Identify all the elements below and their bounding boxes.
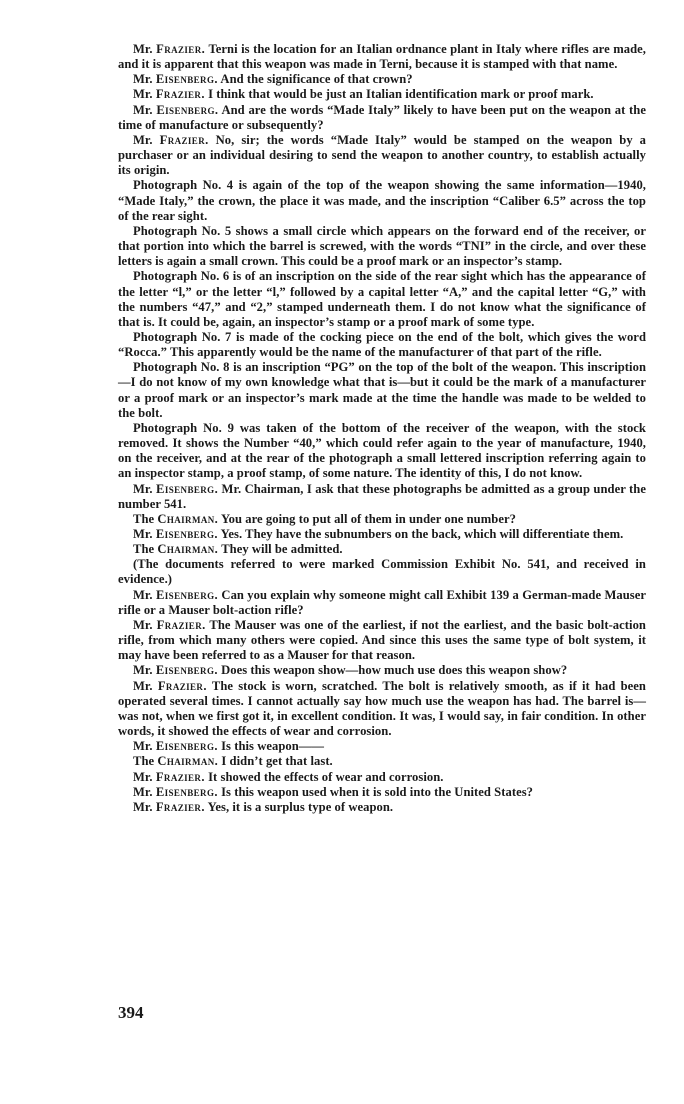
paragraph-text: You are going to put all of them in under one number?: [220, 511, 516, 526]
paragraph-text: It showed the effects of wear and corrosion.: [208, 769, 444, 784]
paragraph-text: Is this weapon used when it is sold into the United States?: [221, 784, 534, 799]
paragraph-text: Photograph No. 7 is made of the cocking piece on the end of the bolt, which gives the word “Rocca.” This apparently would be the name of the manufacturer of that part of the rifle.: [118, 329, 646, 360]
speaker-title: Mr.: [133, 769, 153, 784]
paragraph-text: And are the words “Made Italy” likely to have been put on the weapon at the time of manufacture or subsequently?: [118, 102, 646, 132]
testimony-paragraph: [118, 739, 646, 754]
speaker-name: Frazier.: [155, 799, 205, 814]
testimony-paragraph: [118, 482, 646, 512]
testimony-paragraph: [118, 72, 646, 87]
speaker-name: Frazier.: [159, 132, 209, 147]
narrative-paragraph: [118, 421, 646, 482]
speaker-title: Mr.: [133, 587, 153, 602]
speaker-name: Eisenberg.: [156, 102, 219, 117]
paragraph-text: No, sir; the words “Made Italy” would be stamped on the weapon by a purchaser or an individual desiring to send the weapon to another country, to establish actually its origin.: [118, 132, 646, 178]
transcript-body: [118, 42, 646, 815]
speaker-title: Mr.: [133, 617, 153, 632]
paragraph-text: I didn’t get that last.: [221, 754, 333, 769]
speaker-title: The: [133, 754, 155, 769]
paragraph-text: (The documents referred to were marked Commission Exhibit No. 541, and received in evidence.): [118, 557, 646, 587]
paragraph-text: Terni is the location for an Italian ordnance plant in Italy where rifles are made, and it is apparent that this weapon was made in Terni, because it is stamped with that name.: [118, 42, 646, 72]
paragraph-text: And the significance of that crown?: [220, 72, 413, 87]
speaker-name: Eisenberg.: [155, 663, 218, 678]
speaker-title: The: [133, 511, 155, 526]
testimony-paragraph: [118, 800, 646, 815]
speaker-title: Mr.: [133, 799, 153, 814]
speaker-title: Mr.: [133, 87, 153, 102]
paragraph-text: Yes. They have the subnumbers on the back, which will differentiate them.: [220, 527, 624, 541]
paragraph-text: The Mauser was one of the earliest, if not the earliest, and the basic bolt-action rifle, from which many others were copied. And since this uses the same type of bolt system, it may have been referred to as a Mauser for that reason.: [118, 617, 646, 663]
speaker-title: Mr.: [133, 72, 153, 87]
testimony-paragraph: [118, 770, 646, 785]
speaker-title: Mr.: [133, 132, 153, 147]
paragraph-text: I think that would be just an Italian identification mark or proof mark.: [208, 87, 594, 102]
speaker-title: Mr.: [133, 527, 153, 541]
paragraph-text: Is this weapon——: [221, 739, 325, 754]
speaker-title: Mr.: [133, 678, 153, 693]
speaker-title: Mr.: [133, 102, 153, 117]
speaker-name: Chairman.: [157, 511, 219, 526]
speaker-name: Eisenberg.: [156, 481, 219, 496]
speaker-name: Eisenberg.: [155, 739, 218, 754]
speaker-title: Mr.: [133, 663, 153, 678]
testimony-paragraph: [118, 542, 646, 557]
testimony-paragraph: [118, 679, 646, 740]
paragraph-text: Does this weapon show—how much use does this weapon show?: [221, 663, 568, 678]
speaker-name: Frazier.: [156, 42, 206, 56]
speaker-name: Eisenberg.: [155, 72, 218, 87]
speaker-name: Frazier.: [155, 769, 205, 784]
testimony-paragraph: [118, 512, 646, 527]
narrative-paragraph: [118, 269, 646, 330]
paragraph-text: Mr. Chairman, I ask that these photographs be admitted as a group under the number 541.: [118, 481, 646, 511]
testimony-paragraph: [118, 754, 646, 769]
page-number: 394: [118, 1003, 144, 1022]
paragraph-text: Yes, it is a surplus type of weapon.: [207, 799, 394, 814]
speaker-title: Mr.: [133, 739, 153, 754]
testimony-paragraph: [118, 618, 646, 663]
speaker-name: Frazier.: [157, 678, 207, 693]
narrative-paragraph: [118, 178, 646, 223]
speaker-name: Frazier.: [155, 87, 205, 102]
paragraph-text: They will be admitted.: [221, 542, 343, 557]
testimony-paragraph: [118, 527, 646, 542]
paragraph-text: The stock is worn, scratched. The bolt is relatively smooth, as if it had been operated several times. I cannot actually say how much use the weapon has had. The barrel is—was not, when we first got it, in excellent condition. It was, I would say, in fair condition. In other words, it showed the effects of wear and corrosion.: [118, 678, 646, 739]
testimony-paragraph: [118, 87, 646, 102]
testimony-paragraph: [118, 663, 646, 678]
narrative-paragraph: [118, 557, 646, 587]
paragraph-text: Photograph No. 4 is again of the top of the weapon showing the same information—1940, “Made Italy,” the crown, the place it was made, and the inscription “Caliber 6.5” across the top of the rear sight.: [118, 178, 646, 223]
speaker-name: Eisenberg.: [155, 784, 218, 799]
speaker-title: Mr.: [133, 42, 153, 56]
narrative-paragraph: [118, 360, 646, 421]
speaker-name: Chairman.: [157, 754, 219, 769]
testimony-paragraph: [118, 103, 646, 133]
speaker-title: Mr.: [133, 784, 153, 799]
paragraph-text: Photograph No. 5 shows a small circle which appears on the forward end of the receiver, or that portion into which the barrel is screwed, with the words “TNI” in the circle, and over these letters is again a small crown. This could be a proof mark or an inspector’s stamp.: [118, 223, 646, 269]
paragraph-text: Photograph No. 9 was taken of the bottom of the receiver of the weapon, with the stock removed. It shows the Number “40,” which could refer again to the year of manufacture, 1940, on the receiver, and at the rear of the photograph a small lettered inscription referring again to an inspector stamp, a proof stamp, of some nature. The identity of this, I do not know.: [118, 420, 646, 481]
narrative-paragraph: [118, 224, 646, 269]
testimony-paragraph: [118, 133, 646, 178]
speaker-title: Mr.: [133, 481, 153, 496]
paragraph-text: Photograph No. 8 is an inscription “PG” on the top of the bolt of the weapon. This inscription—I do not know of my own knowledge what that is—but it could be the mark of a manufacturer or a proof mark or an inspector’s mark made at the time the handle was made to be welded to the bolt.: [118, 360, 646, 420]
testimony-paragraph: [118, 42, 646, 72]
testimony-paragraph: [118, 588, 646, 618]
speaker-name: Eisenberg.: [155, 587, 219, 602]
speaker-title: The: [133, 542, 155, 557]
paragraph-text: Can you explain why someone might call Exhibit 139 a German-made Mauser rifle or a Mauser bolt-action rifle?: [118, 587, 647, 617]
narrative-paragraph: [118, 330, 646, 360]
speaker-name: Chairman.: [157, 542, 219, 557]
testimony-paragraph: [118, 785, 646, 800]
paragraph-text: Photograph No. 6 is of an inscription on the side of the rear sight which has the appearance of the letter “l,” or the letter “l,” followed by a capital letter “A,” and the capital letter “G,” with the numbers “47,” and “2,” stamped underneath them. I do not know what the significance of that is. It could be, again, an inspector’s stamp or a proof mark of some type.: [118, 269, 646, 329]
speaker-name: Frazier.: [156, 617, 206, 632]
speaker-name: Eisenberg.: [155, 527, 218, 541]
